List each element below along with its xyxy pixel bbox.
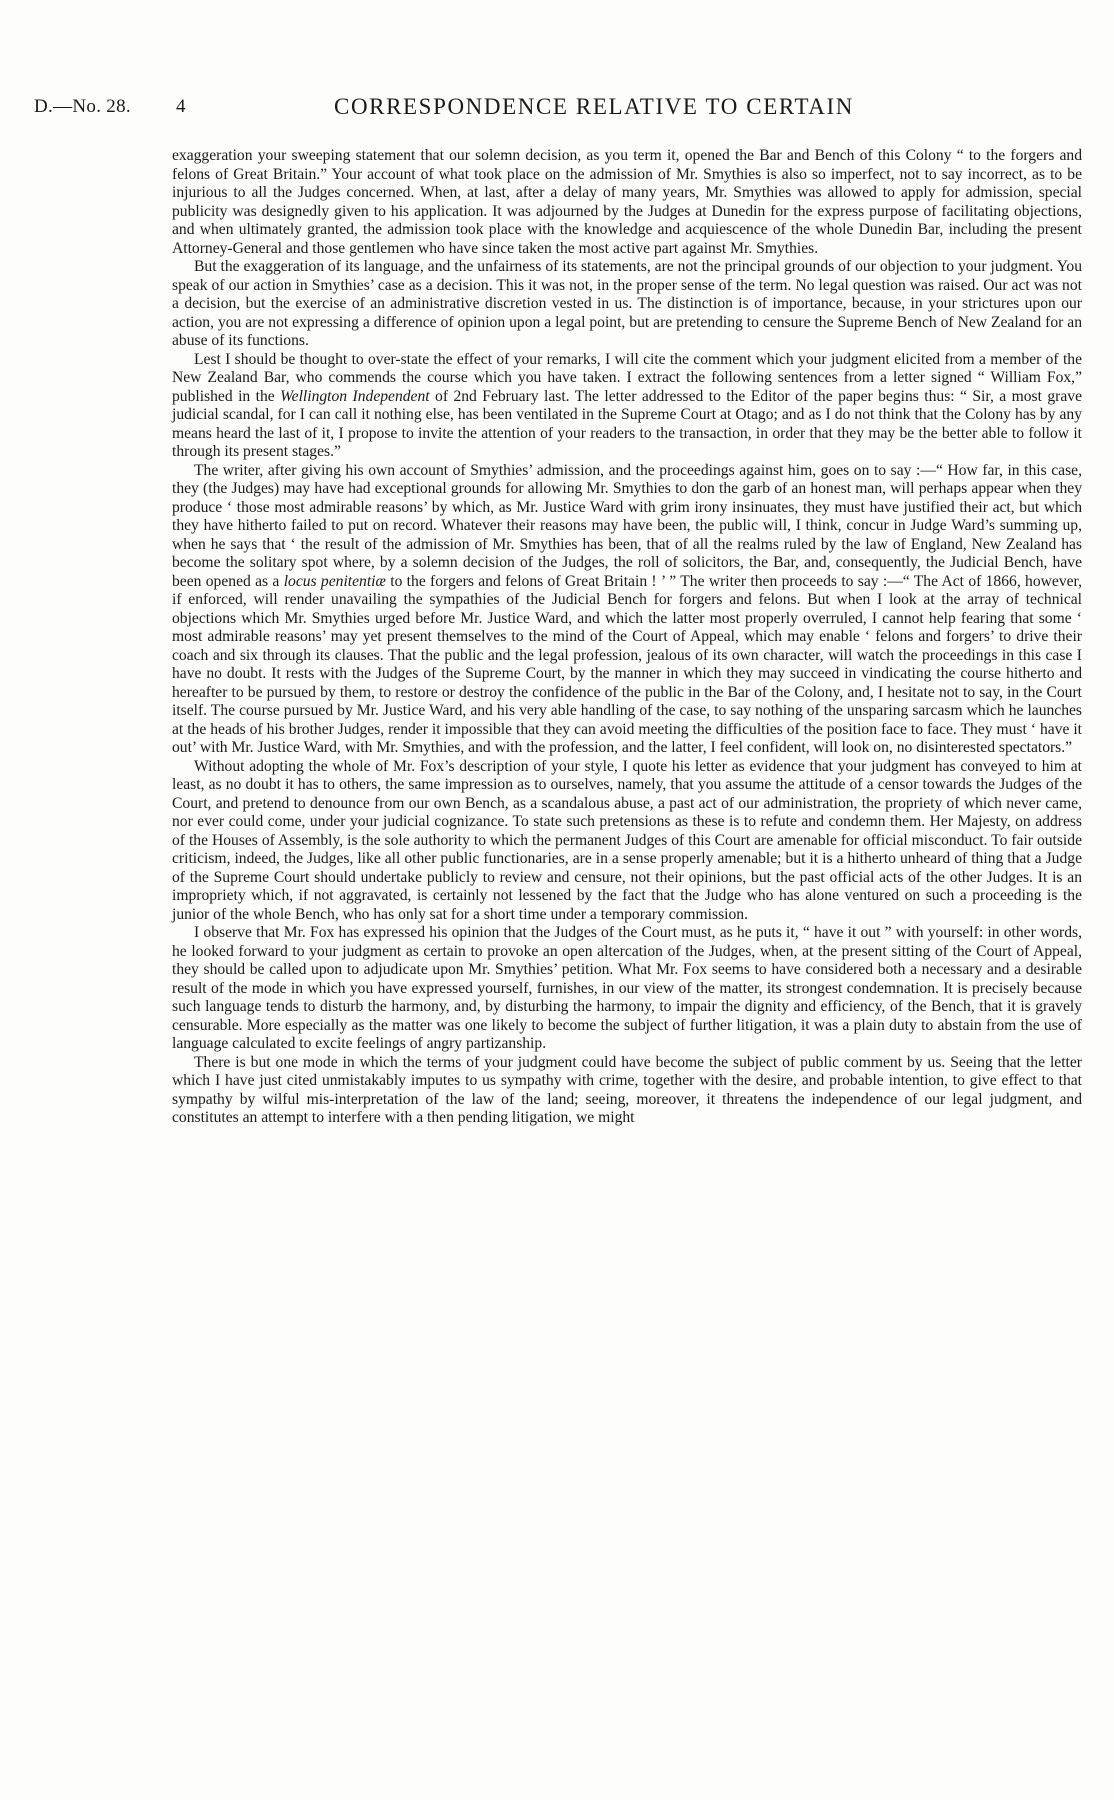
- paragraph: [172, 258, 1082, 351]
- text-run: Lest I should be thought to over-state the effect of your remarks, I will cite the comment which your judgment elicited from a member of the New Zealand Bar, who commends the course which you have taken. I extract the following sentences from a letter signed “ William Fox,” published in the: [172, 350, 1082, 405]
- paragraph: [172, 147, 1082, 258]
- text-run: But the exaggeration of its language, and the unfairness of its statements, are not the principal grounds of our objection to your judgment. You speak of our action in Smythies’ case as a decision. This it was not, in the proper sense of the term. No legal question was raised. Our act was not a decision, but the exercise of an administrative discretion vested in us. The distinction is of importance, because, in your strictures upon our action, you are not expressing a difference of opinion upon a legal point, but are pretending to censure the Supreme Bench of New Zealand for an abuse of its functions.: [172, 258, 1082, 349]
- italic-text: Wellington Independent: [280, 387, 430, 405]
- text-run: There is but one mode in which the terms of your judgment could have become the subject of public comment by us. Seeing that the letter which I have just cited unmistakably imputes to us sympathy with crime, together with the desire, and probable intention, to give effect to that sympathy by wilful mis-interpretation of the law of the land; seeing, moreover, it threatens the independence of our legal judgment, and constitutes an attempt to interfere with a then pending litigation, we might: [172, 1053, 1082, 1126]
- body-text: [172, 147, 1082, 1128]
- paragraph: [172, 924, 1082, 1054]
- text-run: to the forgers and felons of Great Britain ! ’ ” The writer then proceeds to say :—“ The Act of 1866, however, if enforced, will render unavailing the sympathies of the Judicial Bench for forgers and felons. But when I look at the array of technical objections which Mr. Smythies urged before Mr. Justice Ward, and which the latter most properly overruled, I cannot help fearing that some ‘ most admirable reasons’ may yet present themselves to the mind of the Court of Appeal, which may enable ‘ felons and forgers’ to drive their coach and six through its clauses. That the public and the legal profession, jealous of its own character, will watch the proceedings in this case I have no doubt. It rests with the Judges of the Supreme Court, by the manner in which they may succeed in vindicating the course hitherto and hereafter to be pursued by them, to restore or destroy the confidence of the public in the Bar of the Colony, and, I hesitate not to say, in the Court itself. The course pursued by Mr. Justice Ward, and his very able handling of the case, to say nothing of the unsparing sarcasm which he launches at the heads of his brother Judges, render it impossible that they can avoid meeting the difficulties of the position face to face. They must ‘ have it out’ with Mr. Justice Ward, with Mr. Smythies, and with the profession, and the latter, I feel confident, will look on, no disinterested spectators.”: [172, 572, 1082, 756]
- paragraph: [172, 462, 1082, 758]
- paragraph: [172, 351, 1082, 462]
- paragraph: [172, 758, 1082, 925]
- page-header: [34, 94, 1080, 124]
- page-number: 4: [176, 96, 186, 117]
- text-run: of 2nd February last. The letter addressed to the Editor of the paper begins thus: “ Sir, a most grave judicial scandal, for I can call it nothing else, has been ventilated in the Supreme Court at Otago; and as I do not think that the Colony has by any means heard the last of it, I propose to invite the attention of your readers to the transaction, in order that they may be the better able to follow it through its present stages.”: [172, 387, 1083, 460]
- document-reference: D.—No. 28.: [34, 96, 131, 117]
- running-title: CORRESPONDENCE RELATIVE TO CERTAIN: [334, 94, 854, 119]
- text-run: The writer, after giving his own account of Smythies’ admission, and the proceedings against him, goes on to say :—“ How far, in this case, they (the Judges) may have had exceptional grounds for allowing Mr. Smythies to don the garb of an honest man, will perhaps appear when they produce ‘ those most admirable reasons’ by which, as Mr. Justice Ward with grim irony insinuates, they must have justified their act, but which they have hitherto failed to put on record. Whatever their reasons may have been, the public will, I think, concur in Judge Ward’s summing up, when he says that ‘ the result of the admission of Mr. Smythies has been, that of all the realms ruled by the law of England, New Zealand has become the solitary spot where, by a solemn decision of the Judges, the roll of solicitors, the Bar, and, consequently, the Judicial Bench, have been opened as a: [172, 461, 1082, 590]
- italic-text: locus penitentiæ: [283, 572, 386, 590]
- text-run: Without adopting the whole of Mr. Fox’s description of your style, I quote his letter as evidence that your judgment has conveyed to him at least, as no doubt it has to others, the same impression as to ourselves, namely, that you assume the attitude of a censor towards the Judges of the Court, and pretend to denounce from our own Bench, as a scandalous abuse, a past act of our administration, the propriety of which never came, nor ever could come, under your judicial cognizance. To state such pretensions as these is to refute and condemn them. Her Majesty, on address of the Houses of Assembly, is the sole authority to which the permanent Judges of this Court are amenable for official misconduct. To fair outside criticism, indeed, the Judges, like all other public functionaries, are in a sense properly amenable; but it is a hitherto unheard of thing that a Judge of the Supreme Court should undertake publicly to review and censure, not their opinions, but the past official acts of the other Judges. It is an impropriety which, if not aggravated, is certainly not lessened by the fact that the Judge who has alone ventured on such a proceeding is the junior of the whole Bench, who has only sat for a short time under a temporary commission.: [172, 757, 1082, 923]
- text-run: exaggeration your sweeping statement that our solemn decision, as you term it, opened the Bar and Bench of this Colony “ to the forgers and felons of Great Britain.” Your account of what took place on the admission of Mr. Smythies is also so imperfect, not to say incorrect, as to be injurious to all the Judges concerned. When, at last, after a delay of many years, Mr. Smythies was allowed to apply for admission, special publicity was designedly given to his application. It was adjourned by the Judges at Dunedin for the express purpose of facilitating objections, and when ultimately granted, the admission took place with the knowledge and acquiescence of the whole Dunedin Bar, including the present Attorney-General and those gentlemen who have since taken the most active part against Mr. Smythies.: [172, 147, 1082, 257]
- text-run: I observe that Mr. Fox has expressed his opinion that the Judges of the Court must, as he puts it, “ have it out ” with yourself: in other words, he looked forward to your judgment as certain to provoke an open altercation of the Judges, when, at the present sitting of the Court of Appeal, they should be called upon to adjudicate upon Mr. Smythies’ petition. What Mr. Fox seems to have considered both a necessary and a desirable result of the mode in which you have expressed yourself, furnishes, in our view of the matter, its strongest condemnation. It is precisely because such language tends to disturb the harmony, and, by disturbing the harmony, to impair the dignity and efficiency, of the Bench, that it is gravely censurable. More especially as the matter was one likely to become the subject of further litigation, it was a plain duty to abstain from the use of language calculated to excite feelings of angry partizanship.: [172, 924, 1082, 1052]
- paragraph: [172, 1054, 1082, 1128]
